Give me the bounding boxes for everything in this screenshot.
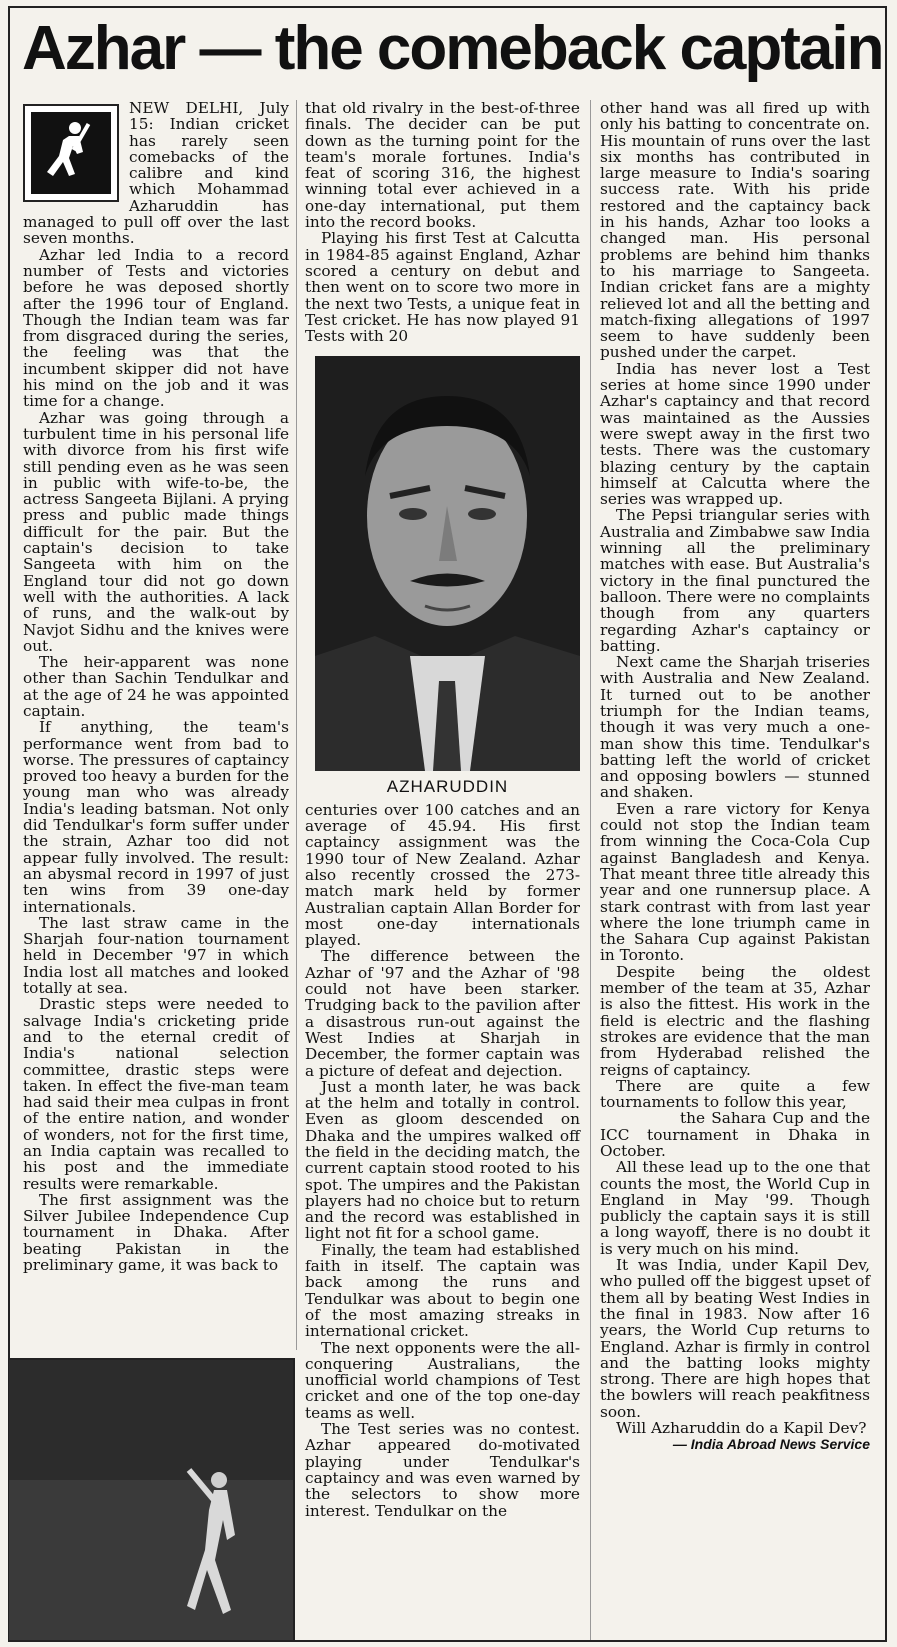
azharuddin-portrait-photo	[315, 356, 580, 771]
paragraph: The Test series was no contest. Azhar appeared do-motivated playing under Tendulkar's captaincy and was even warned by the selectors to show more interest. Tendulkar on the	[305, 1420, 580, 1520]
paragraph: The first assignment was the Silver Jubilee Independence Cup tournament in Dhaka. After beating Pakistan in the preliminary game, it was back to	[23, 1190, 289, 1275]
paragraph: The Pepsi triangular series with Australia and Zimbabwe saw India winning all the preliminary matches with ease. But Australia's victory in the final punctured the balloon. There were no complaints though from any quarters regarding Azhar's captaincy or batting.	[600, 506, 870, 655]
paragraph: The last straw came in the Sharjah four-nation tournament held in December '97 in which India lost all matches and looked totally at sea.	[23, 913, 289, 998]
photo-caption: AZHARUDDIN	[386, 777, 509, 797]
headline: Azhar — the comeback captain	[22, 14, 883, 83]
article-column-1	[23, 100, 289, 1340]
paragraph: Azhar was going through a turbulent time in his personal life with divorce from his first wife still pending even as he was seen in public with wife-to-be, the actress Sangeeta Bijlani. A prying press and public made things difficult for the pair. But the captain's decision to take Sangeeta with him on the England tour did not go down well with the authorities. A lack of runs, and the walk-out by Navjot Sidhu and the knives were out.	[23, 408, 289, 655]
paragraph: Next came the Sharjah triseries with Australia and New Zealand. It turned out to be another triumph for the Indian teams, though it was very much a one-man show this time. Tendulkar's batting left the world of cricket and opposing bowlers — stunned and shaken.	[600, 653, 870, 802]
paragraph: the Sahara Cup and the ICC tournament in Dhaka in October.	[600, 1109, 870, 1160]
paragraph: other hand was all fired up with only his batting to concentrate on. His mountain of runs over the last six months has contributed in large measure to India's soaring success rate. With his pride restored and the captaincy back in his hands, Azhar too looks a changed man. His personal problems are behind him thanks to his marriage to Sangeeta. Indian cricket fans are a mighty relieved lot and all the betting and match-fixing allegations of 1997 seem to have suddenly been pushed under the carpet.	[600, 99, 870, 362]
column-divider	[590, 100, 591, 1640]
bowler-action-photo	[9, 1358, 295, 1640]
paragraph: Will Azharuddin do a Kapil Dev?	[616, 1419, 867, 1438]
paragraph: Despite being the oldest member of the team at 35, Azhar is also the fittest. His work in the field is electric and the flashing strokes are evidence that the man from Hyderabad relished the reigns of captaincy.	[600, 962, 870, 1079]
paragraph: Drastic steps were needed to salvage India's cricketing pride and to the eternal credit of India's national selection committee, drastic steps were taken. In effect the five-man team had said their mea culpas in front of the entire nation, and wonder of wonders, not for the first time, an India captain was recalled to his post and the immediate results were remarkable.	[23, 995, 289, 1193]
article-column-3	[600, 100, 870, 1640]
paragraph: All these lead up to the one that counts the most, the World Cup in England in May '99. Though publicly the captain says it is still a long wayoff, there is no doubt it is very much on his mind.	[600, 1158, 870, 1258]
paragraph: NEW DELHI, July 15: Indian cricket has rarely seen comebacks of the calibre and kind which Mohammad Azharuddin has managed to pull off over the last seven months.	[23, 99, 289, 248]
portrait-figure	[315, 356, 580, 795]
paragraph: The heir-apparent was none other than Sachin Tendulkar and at the age of 24 he was appointed captain.	[23, 653, 289, 720]
paragraph: Finally, the team had established faith in itself. The captain was back among the runs and Tendulkar was about to begin one of the most amazing streaks in international cricket.	[305, 1240, 580, 1341]
news-service-credit: — India Abroad News Service	[672, 1436, 870, 1453]
batsman-icon	[39, 118, 103, 188]
paragraph: The difference between the Azhar of '97 and the Azhar of '98 could not have been starker. Trudging back to the pavilion after a disastrous run-out against the West Indies at Sharjah in December, the former captain was a picture of defeat and dejection.	[305, 947, 580, 1080]
cricket-logo	[23, 104, 119, 202]
paragraph: Azhar led India to a record number of Tests and victories before he was deposed shortly after the 1996 tour of England. Though the Indian team was far from disgraced during the series, the feeling was that the incumbent skipper did not have his mind on the job and it was time for a change.	[23, 245, 289, 411]
paragraph: centuries over 100 catches and an average of 45.94. His first captaincy assignment was the 1990 tour of New Zealand. Azhar also recently crossed the 273-match mark held by former Australian captain Allan Border for most one-day internationals played.	[305, 800, 580, 950]
paragraph: There are quite a few tournaments to follow this year,	[600, 1076, 870, 1112]
paragraph: India has never lost a Test series at home since 1990 under Azhar's captaincy and that record was maintained as the Aussies were swept away in the first two tests. There was the customary blazing century by the captain himself at Calcutta where the series was wrapped up.	[600, 359, 870, 509]
column-divider	[296, 100, 297, 1350]
paragraph: Playing his first Test at Calcutta in 1984-85 against England, Azhar scored a century on debut and then went on to score two more in the next two Tests, a unique feat in Test cricket. He has now played 91 Tests with 20	[305, 229, 580, 346]
paragraph: that old rivalry in the best-of-three finals. The decider can be put down as the turning point for the team's morale fortunes. India's feat of scoring 316, the highest winning total ever achieved in a one-day international, put them into the record books.	[305, 99, 580, 232]
paragraph: It was India, under Kapil Dev, who pulled off the biggest upset of them all by beating West Indies in the final in 1983. Now after 16 years, the World Cup returns to England. Azhar is firmly in control and the batting looks mighty strong. There are high hopes that the bowlers will reach peakfitness soon.	[600, 1256, 870, 1421]
paragraph: Just a month later, he was back at the helm and totally in control. Even as gloom descended on Dhaka and the umpires walked off the field in the deciding match, the current captain stood rooted to his spot. The umpires and the Pakistan players had no choice but to return and the record was established in light not fit for a school game.	[305, 1077, 580, 1243]
paragraph: The next opponents were the all-conquering Australians, the unofficial world champions of Test cricket and one of the top one-day teams as well.	[305, 1338, 580, 1422]
paragraph: If anything, the team's performance went from bad to worse. The pressures of captaincy proved too heavy a burden for the young man who was already India's leading batsman. Not only did Tendulkar's form suffer under the strain, Azhar too did not appear fully involved. The result: an abysmal record in 1997 of just ten wins from 39 one-day internationals.	[23, 718, 289, 916]
article-column-2	[305, 100, 580, 1640]
paragraph: Even a rare victory for Kenya could not stop the Indian team from winning the Coca-Cola Cup against Bangladesh and Kenya. That meant three title already this year and one runnersup place. A stark contrast with from last year where the lone triumph came in the Sahara Cup against Pakistan in Toronto.	[600, 799, 870, 965]
